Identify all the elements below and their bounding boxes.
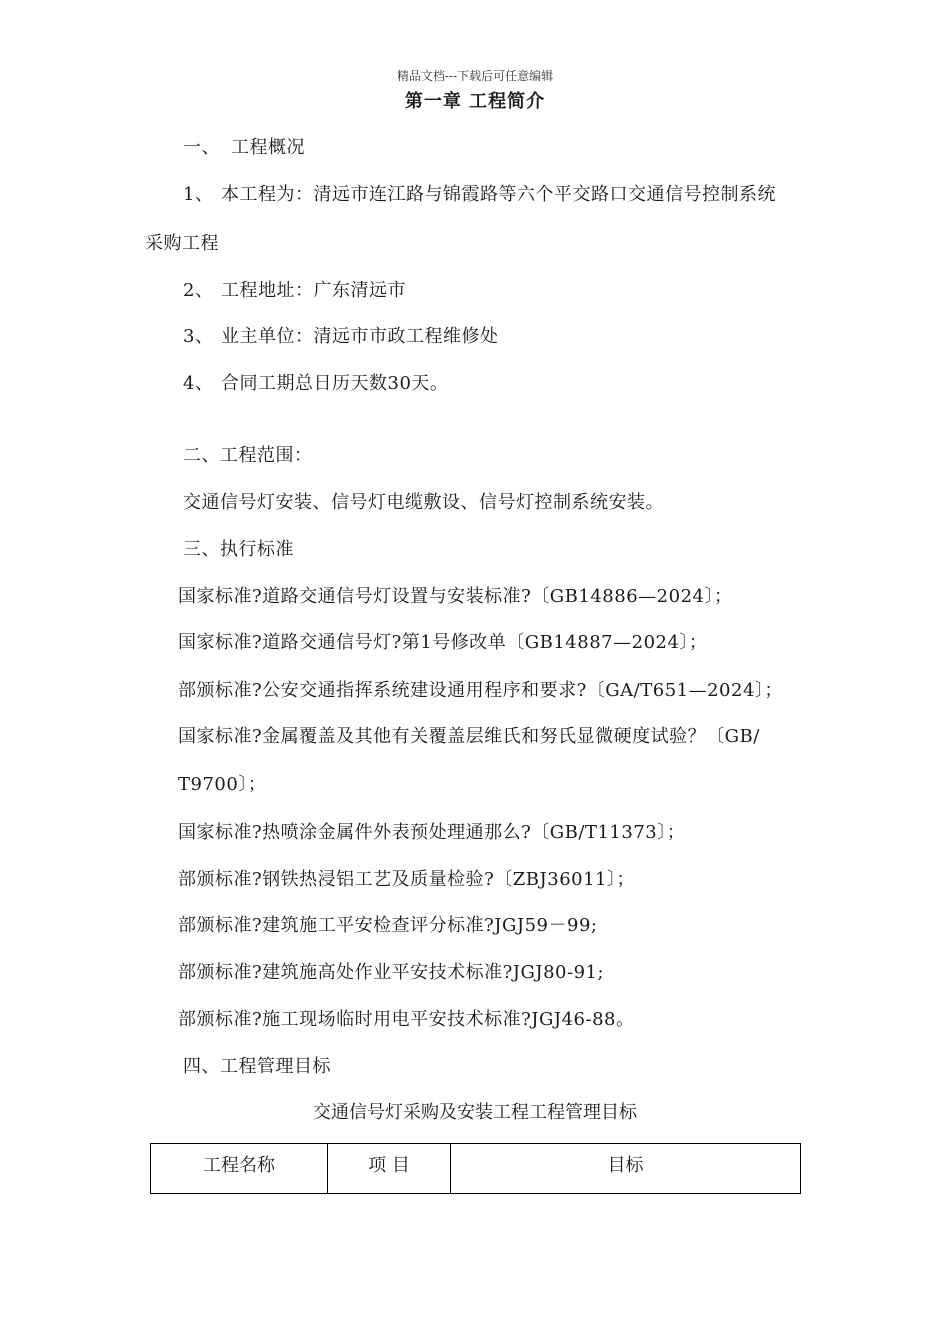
standard-item: 国家标准?金属覆盖及其他有关覆盖层维氏和努氏显微硬度试验？〔GB/ (178, 726, 760, 747)
standard-item: 部颁标准?建筑施工平安检查评分标准?JGJ59－99; (178, 915, 598, 936)
overview-item-1 (183, 180, 776, 206)
item-text: 业主单位：清远市市政工程维修处 (221, 326, 499, 347)
section-overview-heading (183, 133, 305, 159)
table-caption: 交通信号灯采购及安装工程工程管理目标 (313, 1102, 637, 1123)
standard-item: 国家标准?道路交通信号灯?第1号修改单〔GB14887—2024〕； (178, 632, 708, 653)
table-header-row (151, 1144, 801, 1194)
section-management-heading: 四、工程管理目标 (183, 1056, 331, 1077)
overview-item-1-continuation: 采购工程 (145, 233, 219, 254)
chapter-title: 第一章 工程简介 (404, 91, 546, 112)
section-number: 一、 (183, 137, 220, 158)
standard-item: 国家标准?热喷涂金属件外表预处理通那么?〔GB/T11373〕； (178, 822, 686, 843)
item-number: 3、 (183, 326, 214, 347)
item-text: 工程地址：广东清远市 (221, 280, 406, 301)
item-text: 本工程为：清远市连江路与锦霞路等六个平交路口交通信号控制系统 (221, 184, 776, 205)
table-header-project-name: 工程名称 (151, 1144, 328, 1194)
item-number: 2、 (183, 280, 214, 301)
item-number: 1、 (183, 184, 214, 205)
section-standards-heading: 三、执行标准 (183, 539, 294, 560)
section-scope-heading: 二、工程范围： (183, 445, 313, 466)
section-title: 工程概况 (231, 137, 305, 158)
standard-item: 国家标准?道路交通信号灯设置与安装标准?〔GB14886—2024〕； (178, 586, 733, 607)
standard-item: 部颁标准?施工现场临时用电平安技术标准?JGJ46-88。 (178, 1009, 635, 1030)
item-number: 4、 (183, 373, 214, 394)
scope-text: 交通信号灯安装、信号灯电缆敷设、信号灯控制系统安装。 (183, 492, 664, 513)
standard-item: 部颁标准?钢铁热浸铝工艺及质量检验?〔ZBJ36011〕； (178, 869, 636, 890)
watermark-text: 精品文档---下载后可任意编辑 (396, 69, 554, 83)
item-text: 合同工期总日历天数30天。 (221, 373, 449, 394)
standard-item: 部颁标准?公安交通指挥系统建设通用程序和要求?〔GA/T651—2024〕； (178, 680, 783, 701)
table-header-item: 项 目 (328, 1144, 451, 1194)
overview-item-3 (183, 322, 499, 348)
overview-item-4 (183, 369, 448, 395)
standard-item-continuation: T9700〕； (178, 774, 267, 795)
table-header-target: 目标 (451, 1144, 801, 1194)
management-goal-table (150, 1143, 801, 1194)
overview-item-2 (183, 276, 406, 302)
standard-item: 部颁标准?建筑施高处作业平安技术标准?JGJ80-91; (178, 962, 605, 983)
